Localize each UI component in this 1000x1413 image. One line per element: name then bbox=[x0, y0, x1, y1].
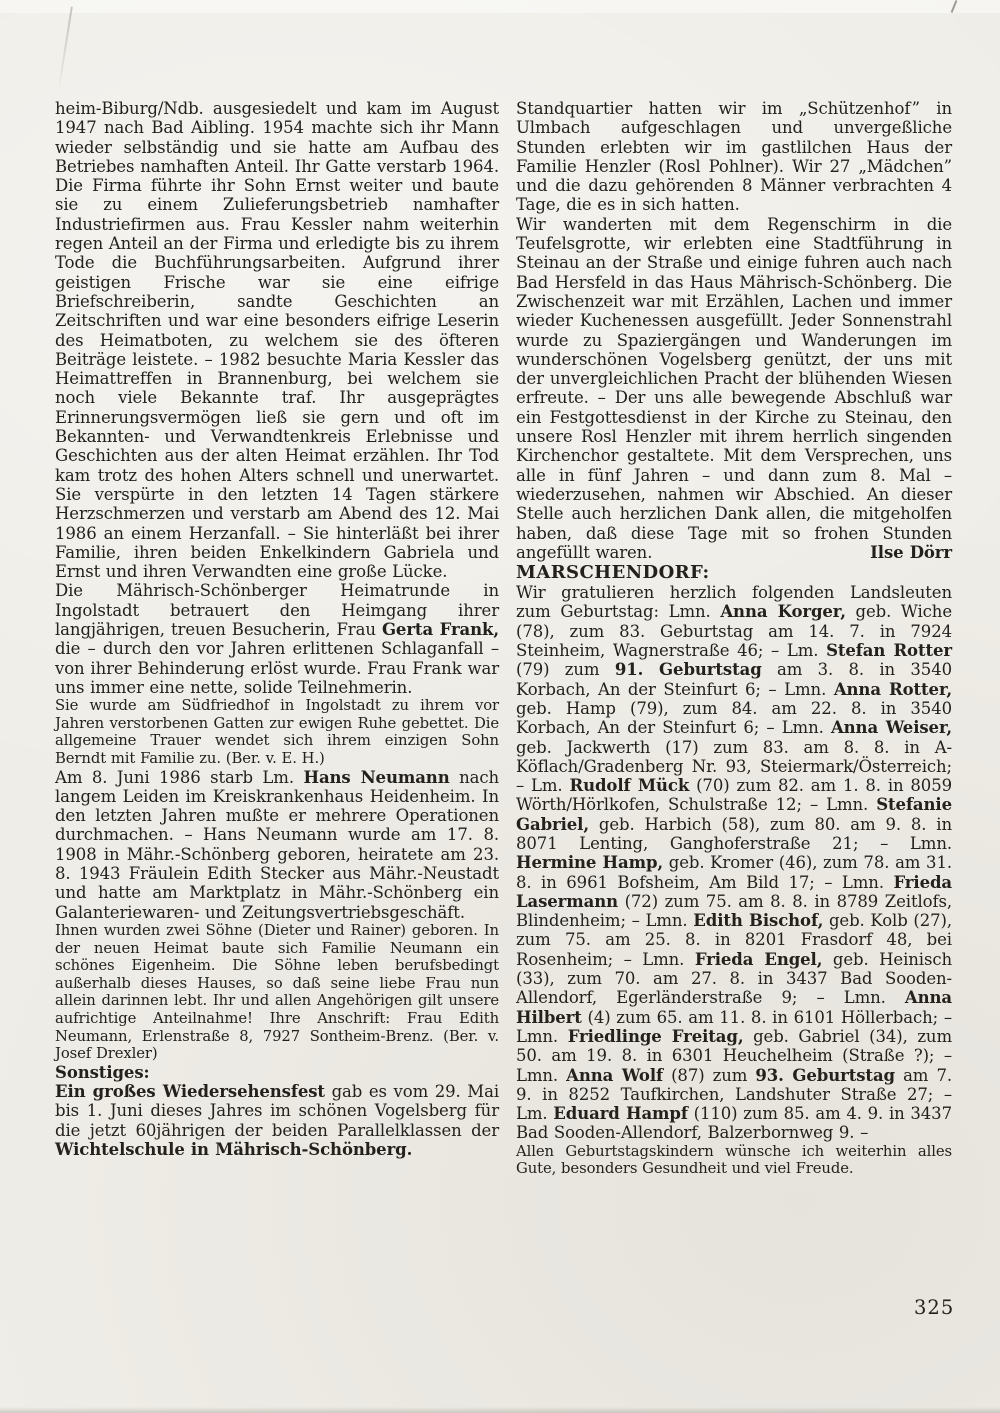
text-run: geb. Hamp (79), zum 84. am 22. 8. in 3540 Korbach, An der Steinfurt 6; – Lmn. bbox=[516, 698, 952, 738]
text-run: nach langem Leiden im Kreiskrankenhaus Heidenheim. In den letzten Jahren mußte er mehrere Operationen durchmachen. – Hans Neumann wurde am 17. 8. 1908 in Mähr.-Schönberg geboren, heiratete am 23. 8. 1943 Fräulein Edith Stecker aus Mähr.-Neustadt und hatte am Marktplatz in Mähr.-Schönberg ein Galanteriewaren- und Zeitungsvertriebsgeschäft. bbox=[55, 767, 500, 922]
bold-text-run: Frieda Lasermann bbox=[516, 872, 952, 911]
section-heading-marschendorf bbox=[516, 562, 952, 583]
scan-bottom-shade bbox=[0, 1407, 1000, 1413]
obituary-kessler-continuation bbox=[55, 99, 499, 581]
obituary-gerta-frank-note bbox=[55, 697, 499, 767]
text-run: (70) zum 82. am 1. 8. in 8059 Wörth/Hörlkofen, Schulstraße 12; – Lmn. bbox=[516, 776, 952, 815]
text-run: am 7. 9. in 8252 Taufkirchen, Landshuter Straße 27; – Lm. bbox=[516, 1065, 952, 1124]
text-run: geb. Gabriel (34), zum 50. am 19. 8. in 6301 Heuchelheim (Straße ?); – Lmn. bbox=[516, 1026, 952, 1085]
text-run: geb. Heinisch (33), zum 70. am 27. 8. in 3437 Bad Sooden-Allendorf, Egerländerstraße 9; – Lmn. bbox=[516, 949, 952, 1008]
left-column bbox=[55, 99, 499, 1159]
text-run: Sonstiges: bbox=[55, 1062, 150, 1082]
bold-text-run: Stefanie Gabriel, bbox=[516, 795, 952, 834]
bold-text-run: Stefan Rotter bbox=[826, 641, 953, 661]
text-run: heim-Biburg/Ndb. ausgesiedelt und kam im August 1947 nach Bad Aibling. 1954 machte sich ihr Mann wieder selbständig und sie hatte am Aufbau des Betriebes namhaften Anteil. Ihr Gatte verstarb 1964. Die Firma führte ihr Sohn Ernst weiter und baute sie zu einem Zulieferungsbetrieb namhafter Industriefirmen aus. Frau Kessler nahm weiterhin regen Anteil an der Firma und erledigte bis zu ihrem Tode die Buchführungsarbeiten. Aufgrund ihrer geistigen Frische war sie eine eifrige Briefschreiberin, sandte Geschichten an Zeitschriften und war eine besonders eifrige Leserin des Heimatboten, zu welchem sie des öfteren Beiträge leistete. – 1982 besuchte Maria Kessler das Heimattreffen in Brannenburg, bei welchem sie noch viele Bekannte traf. Ihr ausgeprägtes Erinnerungsvermögen ließ sie gern und oft im Bekannten- und Verwandtenkreis Erlebnisse und Geschichten aus der alten Heimat erzählen. Ihr Tod kam trotz des hohen Alters schnell und unerwartet. Sie verspürte in den letzten 14 Tagen stärkere Herzschmerzen und verstarb am Abend des 12. Mai 1986 an einem Herzanfall. – Sie hinterläßt bei ihrer Familie, ihren beiden Enkelkindern Gabriela und Ernst und ihren Verwandten eine große Lücke. bbox=[55, 99, 499, 582]
text-run: geb. Jackwerth (17) zum 83. am 8. 8. in A-Köflach/Gradenberg Nr. 93, Steiermark/Österreich; – Lm. bbox=[516, 737, 952, 796]
paper-crease bbox=[57, 6, 73, 93]
bold-text-run: 91. Geburtstag bbox=[614, 660, 762, 680]
section-heading-sonstiges bbox=[55, 1063, 499, 1082]
marschendorf-closing-wish bbox=[516, 1143, 952, 1178]
bold-text-run: Frieda Engel, bbox=[694, 949, 823, 969]
bold-text-run: 93. Geburtstag bbox=[755, 1065, 895, 1085]
text-run: geb. Wiche (78), zum 83. Geburtstag am 14. 7. in 7924 Steinheim, Wagnerstraße 46; – Lm. bbox=[516, 602, 952, 661]
obituary-hans-neumann-note bbox=[55, 922, 499, 1063]
text-run: MARSCHENDORF: bbox=[516, 562, 710, 584]
bold-text-run: Edith Bischof, bbox=[693, 911, 824, 931]
bold-text-run: Anna Rotter, bbox=[833, 679, 952, 699]
right-column bbox=[516, 99, 952, 1178]
bold-text-run: Wichtelschule in Mährisch-Schönberg. bbox=[55, 1139, 413, 1159]
text-run: Wir gratulieren herzlich folgenden Landsleuten zum Geburtstag: Lmn. bbox=[516, 583, 952, 622]
obituary-gerta-frank bbox=[55, 581, 499, 697]
bold-text-run: Hans Neumann bbox=[303, 767, 450, 787]
bold-text-run: Anna Hilbert bbox=[516, 988, 952, 1027]
text-run: Wir wanderten mit dem Regenschirm in die Teufelsgrotte, wir erlebten eine Stadtführung in Steinau an der Straße und einige fuhren auch nach Bad Hersfeld in das Haus Mährisch-Schönberg. Die Zwischenzeit war mit Erzählen, Lachen und immer wieder Kuchenessen ausgefüllt. Jeder Sonnenstrahl wurde zu Spaziergängen und Wanderungen im wunderschönen Vogelsberg genützt, der uns mit der unvergleichlichen Pracht der blühenden Wiesen erfreute. – Der uns alle bewegende Abschluß war ein Festgottesdienst in der Kirche zu Steinau, den unsere Rosl Henzler mit ihrem herrlich singenden Kirchenchor gestaltete. Mit dem Versprechen, uns alle in fünf Jahren – und dann zum 8. Mal – wiederzusehen, nahmen wir Abschied. An dieser Stelle auch herzlichen Dank allen, die mitgeholfen haben, daß diese Tage mit so frohen Stunden angefüllt waren. bbox=[516, 214, 952, 562]
sonstiges-wiedersehensfest bbox=[55, 1082, 499, 1159]
bold-text-run: Rudolf Mück bbox=[569, 776, 690, 796]
text-run: Allen Geburtstagskindern wünsche ich weiterhin alles Gute, besonders Gesundheit und viel Freude. bbox=[516, 1142, 952, 1178]
report-wanderungen-with-signature bbox=[516, 215, 952, 562]
text-run: (4) zum 65. am 11. 8. in 6101 Höllerbach; – Lmn. bbox=[516, 1007, 952, 1046]
text-run: Die Mährisch-Schönberger Heimatrunde in Ingolstadt betrauert den Heimgang ihrer langjährigen, treuen Besucherin, Frau bbox=[55, 581, 499, 640]
text-run: (87) zum bbox=[663, 1065, 756, 1085]
report-standquartier bbox=[516, 99, 952, 215]
text-run: gab es vom 29. Mai bis 1. Juni dieses Jahres im schönen Vogelsberg für die jetzt 60jährigen der beiden Parallelklassen der bbox=[55, 1082, 499, 1140]
bold-text-run: Friedlinge Freitag, bbox=[567, 1026, 744, 1046]
text-run: (72) zum 75. am 8. 8. in 8789 Zeitlofs, Blindenheim; – Lmn. bbox=[516, 891, 952, 931]
scan-top-light-band bbox=[0, 0, 1000, 13]
page-number: 325 bbox=[914, 1296, 955, 1319]
text-run: geb. Kolb (27), zum 75. am 25. 8. in 8201 Frasdorf 48, bei Rosenheim; – Lmn. bbox=[516, 911, 952, 969]
bold-text-run: Ein großes Wiedersehensfest bbox=[55, 1082, 325, 1101]
bold-text-run: Eduard Hampf bbox=[553, 1104, 688, 1124]
text-run: Standquartier hatten wir im „Schützenhof” in Ulmbach aufgeschlagen und unvergeßliche Stunden erlebten wir im gastlilchen Haus der Familie Henzler (Rosl Pohlner). Wir 27 „Mädchen” und die dazu gehörenden 8 Männer verbrachten 4 Tage, die es in sich hatten. bbox=[516, 99, 952, 215]
text-run: Am 8. Juni 1986 starb Lm. bbox=[55, 767, 304, 787]
obituary-hans-neumann bbox=[55, 768, 499, 922]
marschendorf-birthday-greetings bbox=[516, 583, 952, 1143]
bold-text-run: Anna Korger, bbox=[720, 602, 846, 622]
text-run: (79) zum bbox=[516, 660, 615, 680]
signature: Ilse Dörr bbox=[870, 542, 952, 562]
bold-text-run: Anna Weiser, bbox=[830, 718, 952, 738]
text-run: Ihnen wurden zwei Söhne (Dieter und Rainer) geboren. In der neuen Heimat baute sich Familie Neumann ein schönes Eigenheim. Die Söhne leben berufsbedingt außerhalb dieses Hauses, so daß seine liebe Frau nun allein darinnen lebt. Ihr und allen Angehörigen gilt unsere aufrichtige Anteilnahme! Ihre Anschrift: Frau Edith Neumann, Erlenstraße 8, 7927 Sontheim-Brenz. (Ber. v. Josef Drexler) bbox=[55, 921, 499, 1063]
bold-text-run: Hermine Hamp, bbox=[516, 853, 664, 873]
bold-text-run: Anna Wolf bbox=[566, 1065, 663, 1085]
bold-text-run: Gerta Frank, bbox=[381, 620, 499, 640]
text-run: geb. Kromer (46), zum 78. am 31. 8. in 6961 Bofsheim, Am Bild 17; – Lmn. bbox=[516, 853, 952, 892]
text-run: am 3. 8. in 3540 Korbach, An der Steinfurt 6; – Lmn. bbox=[516, 660, 952, 699]
text-run: Sie wurde am Südfriedhof in Ingolstadt zu ihrem vor Jahren verstorbenen Gatten zur ewigen Ruhe gebettet. Die allgemeine Trauer wendet sich ihrem einzigen Sohn Berndt mit Familie zu. (Ber. v. E. H.) bbox=[55, 697, 499, 767]
text-run: geb. Harbich (58), zum 80. am 9. 8. in 8071 Lenting, Ganghoferstraße 21; – Lmn. bbox=[516, 814, 952, 853]
text-run: (110) zum 85. am 4. 9. in 3437 Bad Sooden-Allendorf, Balzerbornweg 9. – bbox=[516, 1104, 952, 1143]
text-run: die – durch den vor Jahren erlittenen Schlaganfall – von ihrer Behinderung erlöst wurde. Frau Frank war uns immer eine nette, solide Teilnehmerin. bbox=[55, 639, 499, 697]
